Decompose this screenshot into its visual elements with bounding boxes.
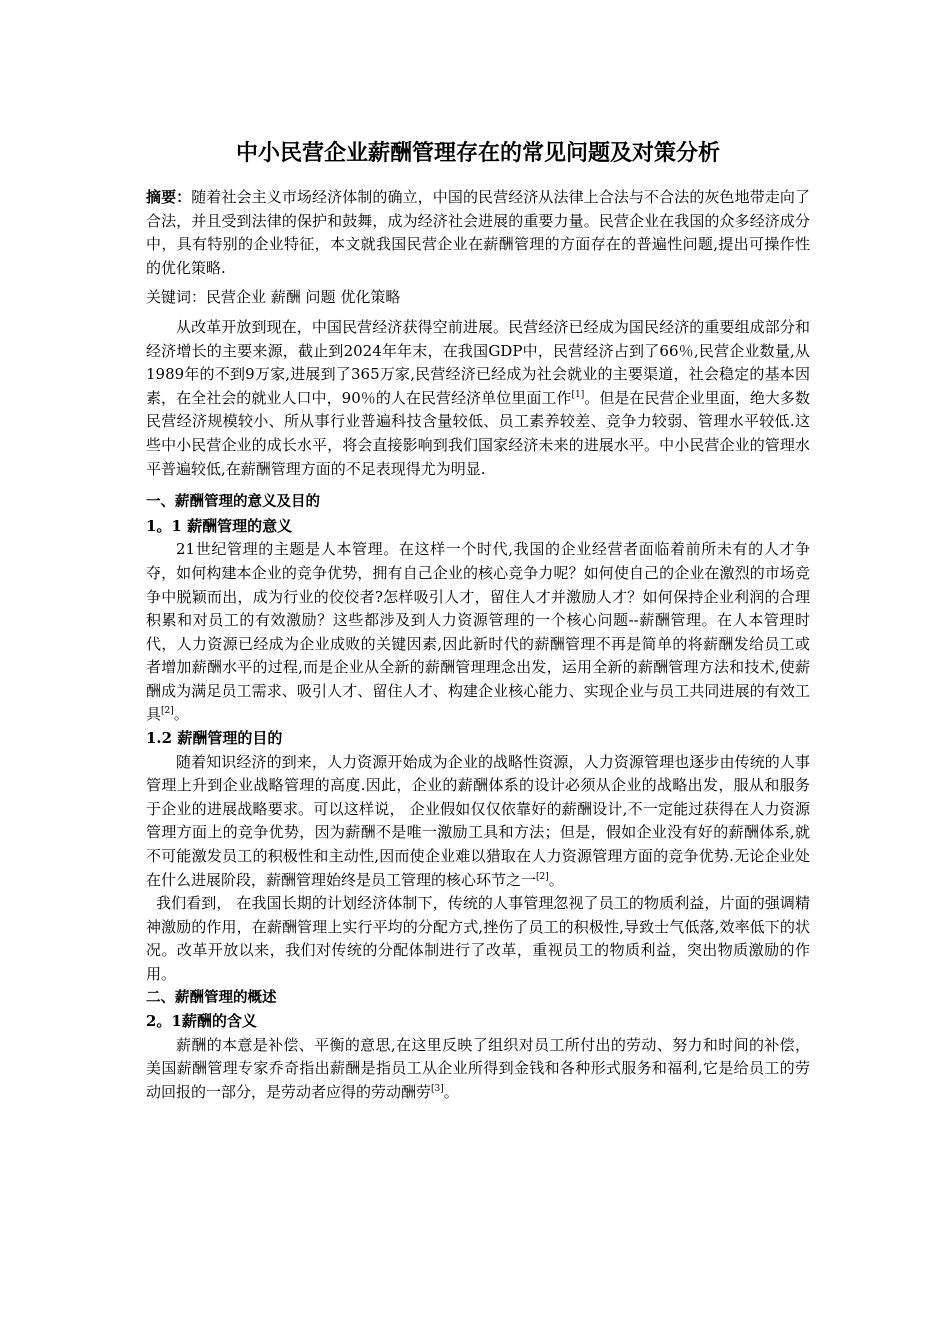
subsection-1-1-text: 21世纪管理的主题是人本管理。在这样一个时代,我国的企业经营者面临着前所未有的人才争夺，如何构建本企业的竞争优势，拥有自己企业的核心竞争力呢？如何使自己的企业在激烈的市场竞争中脱颖而出，成为行业的佼佼者?怎样吸引人才，留住人才并激励人才？如何保持企业利润的合理积累和对员工的有效激励？这些都涉及到人力资源管理的一个核心问题--薪酬管理。在人本管理时代，人力资源已经成为企业成败的关键因素,因此新时代的薪酬管理不再是简单的将薪酬发给员工或者增加薪酬水平的过程,而是企业从全新的薪酬管理理念出发，运用全新的薪酬管理方法和技术,使薪酬成为满足员工需求、吸引人才、留住人才、构建企业核心能力、实现企业与员工共同进展的有效工具 <box>146 540 810 724</box>
subsection-1-1-paragraph <box>146 538 810 727</box>
document-page <box>146 138 810 1105</box>
abstract-label: 摘要： <box>146 188 192 206</box>
section-heading-2: 二、薪酬管理的概述 <box>146 989 277 1006</box>
abstract-paragraph <box>146 186 810 280</box>
subsection-2-1-text-end: 。 <box>443 1082 459 1101</box>
subsection-heading-1-2: 1.2 薪酬管理的目的 <box>146 729 283 748</box>
subsection-1-2-paragraph-2: 我们看到， 在我国长期的计划经济体制下，传统的人事管理忽视了员工的物质利益，片面的强调精神激励的作用，在薪酬管理上实行平均的分配方式,挫伤了员工的积极性,导致士气低落,效率低下的状况。改革开放以来，我们对传统的分配体制进行了改革，重视员工的物质利益，突出物质激励的作用。 <box>146 894 810 983</box>
subsection-2-1-text: 薪酬的本意是补偿、平衡的意思,在这里反映了组织对员工所付出的劳动、努力和时间的补偿，美国薪酬管理专家乔奇指出薪酬是指员工从企业所得到金钱和各种形式服务和福利,它是给员工的劳动回报的一部分，是劳动者应得的劳动酬劳 <box>146 1035 810 1101</box>
subsection-1-2-text-end: 。 <box>548 870 564 889</box>
subsection-heading-1-1: 1。1 薪酬管理的意义 <box>146 516 293 535</box>
intro-text-continued: 。但是在民营企业里面，绝大多数民营经济规模较小、所从事行业普遍科技含量较低、员工素养较差、竞争力较弱、管理水平较低.这些中小民营企业的成长水平，将会直接影响到我们国家经济未来的进展水平。中小民营企业的管理水平普遍较低,在薪酬管理方面的不足表现得尤为明显. <box>146 388 810 478</box>
abstract-text: 随着社会主义市场经济体制的确立，中国的民营经济从法律上合法与不合法的灰色地带走向了合法，并且受到法律的保护和鼓舞，成为经济社会进展的重要力量。民营企业在我国的众多经济成分中，具有特别的企业特征，本文就我国民营企业在薪酬管理的方面存在的普遍性问题,提出可操作性的优化策略. <box>146 188 810 277</box>
subsection-2-1-paragraph <box>146 1034 810 1105</box>
keywords-label: 关键词： <box>146 288 207 307</box>
citation-ref: [2] <box>161 706 174 717</box>
intro-paragraph <box>146 316 810 481</box>
subsection-heading-2-1: 2。1薪酬的含义 <box>146 1012 257 1031</box>
citation-ref: [2] <box>536 871 549 882</box>
keywords-text: 民营企业 薪酬 问题 优化策略 <box>206 288 401 307</box>
section-heading-1: 一、薪酬管理的意义及目的 <box>146 494 320 511</box>
citation-ref: [3] <box>431 1083 444 1094</box>
subsection-1-2-text: 随着知识经济的到来，人力资源开始成为企业的战略性资源，人力资源管理也逐步由传统的人事管理上升到企业战略管理的高度.因此，企业的薪酬体系的设计必须从企业的战略出发，服从和服务于企业的进展战略要求。可以这样说， 企业假如仅仅依靠好的薪酬设计,不一定能过获得在人力资源管理方面上的竞争优势，因为薪酬不是唯一激励工具和方法；但是，假如企业没有好的薪酬体系,就不可能激发员工的积极性和主动性,因而使企业难以猎取在人力资源管理方面的竞争优势.无论企业处在什么进展阶段，薪酬管理始终是员工管理的核心环节之一 <box>146 752 810 889</box>
keywords-paragraph <box>146 286 810 310</box>
document-title: 中小民营企业薪酬管理存在的常见问题及对策分析 <box>235 141 720 166</box>
intro-text: 从改革开放到现在，中国民营经济获得空前进展。民营经济已经成为国民经济的重要组成部分和经济增长的主要来源，截止到2024年年末，在我国GDP中，民营经济占到了66％,民营企业数量,从1989年的不到9万家,进展到了365万家,民营经济已经成为社会就业的主要渠道，社会稳定的基本因素，在全社会的就业人口中，90％的人在民营经济单位里面工作 <box>146 317 810 407</box>
citation-ref: [1] <box>571 389 585 400</box>
subsection-1-2-paragraph-1 <box>146 751 810 893</box>
subsection-1-1-text-end: 。 <box>173 705 189 724</box>
